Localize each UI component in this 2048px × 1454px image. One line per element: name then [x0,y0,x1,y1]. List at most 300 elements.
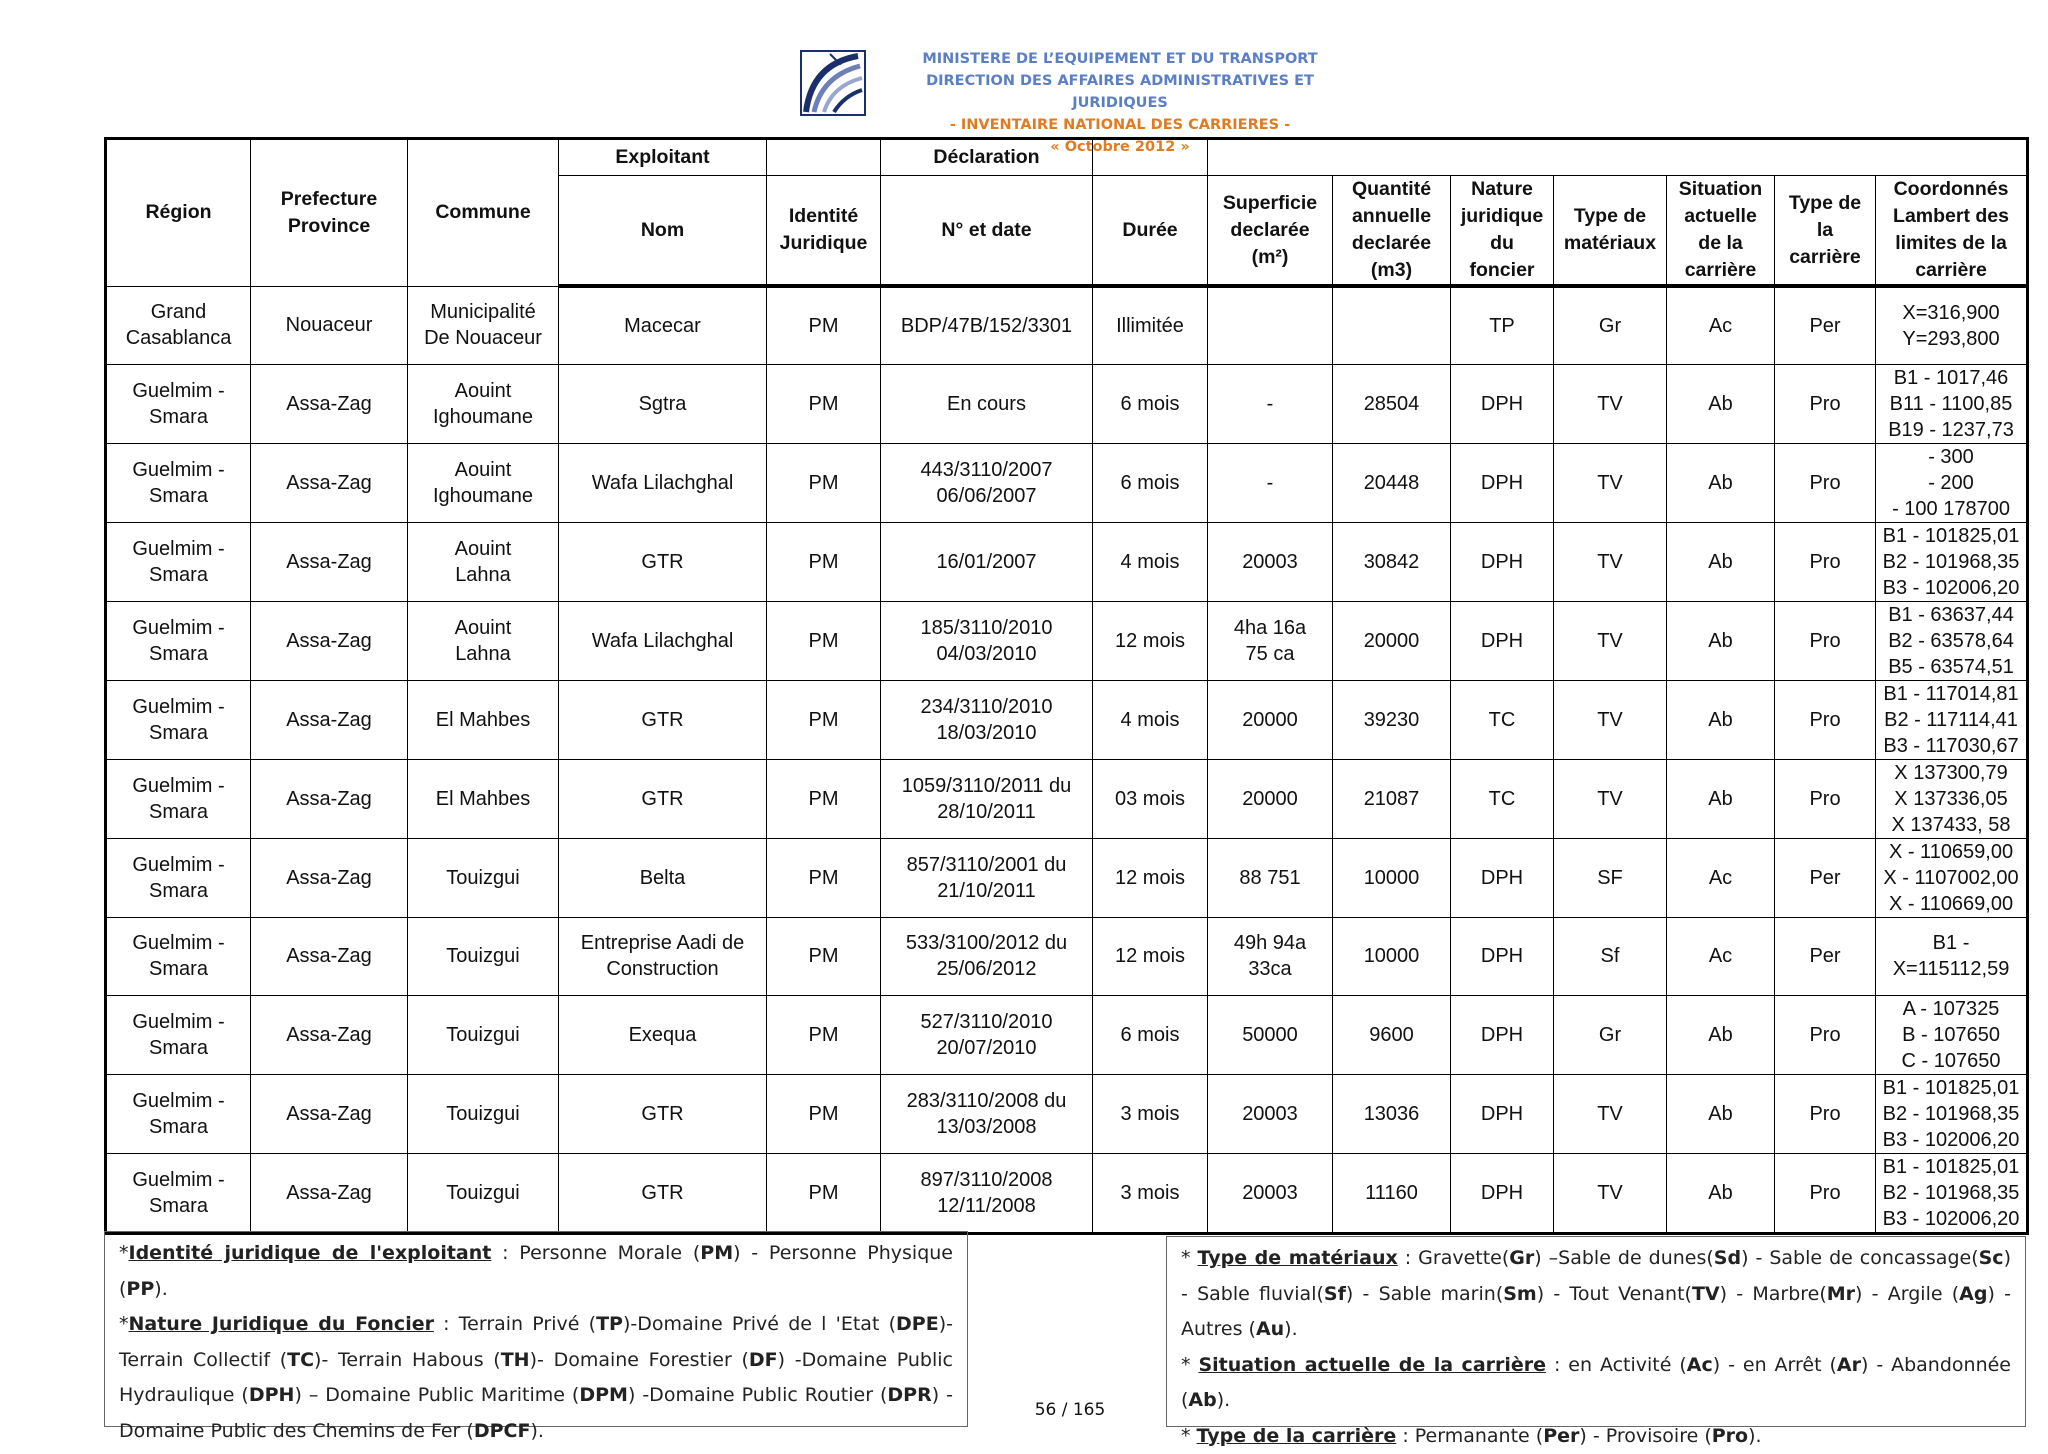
cell-line: Guelmim - [111,773,246,799]
cell-nature: DPH [1451,364,1554,443]
cell-numero [881,443,1093,522]
cell-nom [559,995,767,1074]
cell-line: Guelmim - [111,1009,246,1035]
group-declaration: Déclaration [881,139,1093,176]
cell-nom [559,1074,767,1153]
cell-nom [559,680,767,759]
cell-duree: 12 mois [1093,917,1208,995]
cell-nom [559,838,767,917]
cell-line: X=316,900 [1880,300,2022,326]
col-coordonnees: Coordonnés Lambert des limites de la carrière [1876,176,2028,287]
cell-identite: PM [767,601,881,680]
cell-coordonnees [1876,286,2028,364]
group-spacer [1093,139,1208,176]
cell-type-carriere: Pro [1775,1074,1876,1153]
table-row [106,917,2028,995]
cell-nom [559,1153,767,1233]
legend-materiaux-text: : Gravette(Gr) –Sable de dunes(Sd) - Sable de concassage(Sc) - Sable fluvial(Sf) - Sable marin(Sm) - Tout Venant(TV) - Marbre(Mr) - Argile (Ag) - Autres (Au). [1181,1247,2011,1340]
cell-duree: 3 mois [1093,1153,1208,1233]
col-quantite: Quantité annuelle declarée (m3) [1333,176,1451,287]
cell-line: 18/03/2010 [885,720,1088,746]
cell-type-carriere: Per [1775,838,1876,917]
cell-situation: Ab [1667,601,1775,680]
cell-region [106,1074,251,1153]
col-prefecture: Prefecture Province [251,139,408,287]
cell-numero [881,680,1093,759]
cell-prefecture: Assa-Zag [251,759,408,838]
cell-coordonnees [1876,364,2028,443]
cell-line: Lahna [412,562,554,588]
header-ministry: MINISTERE DE L’EQUIPEMENT ET DU TRANSPORT [880,48,1360,70]
legend-materiaux: * Type de matériaux : Gravette(Gr) –Sable de dunes(Sd) - Sable de concassage(Sc) - Sable fluvial(Sf) - Sable marin(Sm) - Tout Venant(TV) - Marbre(Mr) - Argile (Ag) - Autres (Au). [1181,1241,2011,1348]
cell-line: Y=293,800 [1880,326,2022,352]
cell-type-carriere: Per [1775,917,1876,995]
cell-line: B2 - 63578,64 [1880,628,2022,654]
cell-line: B11 - 1100,85 [1880,391,2022,417]
group-spacer [767,139,881,176]
cell-line: B19 - 1237,73 [1880,417,2022,443]
cell-line: B3 - 102006,20 [1880,1127,2022,1153]
cell-nature: DPH [1451,443,1554,522]
cell-line: Wafa Lilachghal [563,470,762,496]
cell-line: X 137300,79 [1880,760,2022,786]
cell-coordonnees [1876,1153,2028,1233]
cell-type-carriere: Pro [1775,680,1876,759]
cell-nom [559,759,767,838]
cell-line: A - 107325 [1880,996,2022,1022]
legend-situation: * Situation actuelle de la carrière : en Activité (Ac) - en Arrêt (Ar) - Abandonnée (Ab). [1181,1348,2011,1419]
cell-line: En cours [885,391,1088,417]
table-row [106,601,2028,680]
col-region: Région [106,139,251,287]
cell-line: Wafa Lilachghal [563,628,762,654]
cell-duree: 6 mois [1093,364,1208,443]
cell-commune [408,1153,559,1233]
cell-situation: Ab [1667,1074,1775,1153]
legend-identite-text: : Personne Morale (PM) - Personne Physique (PP). [119,1242,953,1300]
cell-line: 4ha 16a [1212,615,1328,641]
cell-line: Smara [111,1035,246,1061]
cell-quantite: 30842 [1333,522,1451,601]
cell-commune [408,443,559,522]
cell-line: GTR [563,549,762,575]
cell-coordonnees [1876,917,2028,995]
cell-identite: PM [767,759,881,838]
cell-line: GTR [563,1180,762,1206]
cell-nature: DPH [1451,1153,1554,1233]
cell-identite: PM [767,286,881,364]
cell-line: B2 - 101968,35 [1880,549,2022,575]
cell-line: Grand [111,299,246,325]
col-type-carriere: Type de la carrière [1775,176,1876,287]
cell-commune [408,995,559,1074]
cell-line: X=115112,59 [1880,956,2022,982]
legend-left [104,1231,968,1427]
cell-superficie [1208,917,1333,995]
cell-prefecture: Assa-Zag [251,995,408,1074]
cell-type-materiaux: TV [1554,759,1667,838]
cell-line: - [1212,391,1328,417]
cell-line: 20003 [1212,549,1328,575]
cell-nature: DPH [1451,1074,1554,1153]
cell-line: Guelmim - [111,615,246,641]
cell-line: 20003 [1212,1180,1328,1206]
cell-line: 897/3110/2008 [885,1167,1088,1193]
cell-line: Touizgui [412,943,554,969]
cell-line: El Mahbes [412,786,554,812]
cell-situation: Ab [1667,995,1775,1074]
cell-commune [408,522,559,601]
cell-type-materiaux: SF [1554,838,1667,917]
cell-line: - [1212,470,1328,496]
cell-coordonnees [1876,680,2028,759]
cell-line: 12/11/2008 [885,1193,1088,1219]
table-row [106,1153,2028,1233]
cell-line: 20003 [1212,1101,1328,1127]
cell-quantite: 20448 [1333,443,1451,522]
cell-line: Touizgui [412,1180,554,1206]
cell-duree: 12 mois [1093,601,1208,680]
cell-line: 49h 94a [1212,930,1328,956]
cell-line: Guelmim - [111,536,246,562]
cell-line: Smara [111,1114,246,1140]
cell-commune [408,1074,559,1153]
cell-line: 20/07/2010 [885,1035,1088,1061]
legend-materiaux-title: Type de matériaux [1198,1247,1398,1269]
cell-type-materiaux: TV [1554,1153,1667,1233]
cell-nom [559,522,767,601]
cell-line: Aouint [412,378,554,404]
cell-identite: PM [767,1074,881,1153]
table-row [106,522,2028,601]
cell-line: Ighoumane [412,483,554,509]
cell-identite: PM [767,443,881,522]
cell-superficie [1208,286,1333,364]
cell-prefecture: Assa-Zag [251,522,408,601]
cell-coordonnees [1876,759,2028,838]
cell-identite: PM [767,838,881,917]
cell-quantite: 39230 [1333,680,1451,759]
cell-situation: Ab [1667,443,1775,522]
cell-line: GTR [563,1101,762,1127]
cell-numero [881,917,1093,995]
table-row [106,759,2028,838]
cell-quantite: 10000 [1333,838,1451,917]
cell-quantite: 20000 [1333,601,1451,680]
cell-commune [408,917,559,995]
cell-line: - 100 178700 [1880,496,2022,522]
cell-line: B1 - 1017,46 [1880,365,2022,391]
cell-quantite: 9600 [1333,995,1451,1074]
table-body [106,286,2028,1233]
table-row [106,286,2028,364]
cell-line: Aouint [412,615,554,641]
cell-nature: TC [1451,759,1554,838]
cell-type-materiaux: TV [1554,443,1667,522]
cell-prefecture: Assa-Zag [251,364,408,443]
cell-numero [881,286,1093,364]
cell-line: B2 - 101968,35 [1880,1101,2022,1127]
cell-situation: Ac [1667,917,1775,995]
cell-line: Touizgui [412,1022,554,1048]
cell-line: Guelmim - [111,1167,246,1193]
cell-line: B2 - 101968,35 [1880,1180,2022,1206]
cell-line: B5 - 63574,51 [1880,654,2022,680]
cell-line: Macecar [563,313,762,339]
cell-type-carriere: Pro [1775,1153,1876,1233]
col-situation: Situation actuelle de la carrière [1667,176,1775,287]
cell-superficie [1208,1153,1333,1233]
cell-line: BDP/47B/152/3301 [885,313,1088,339]
cell-quantite: 11160 [1333,1153,1451,1233]
cell-line: Smara [111,956,246,982]
cell-line: De Nouaceur [412,325,554,351]
cell-line: Smara [111,562,246,588]
cell-numero [881,838,1093,917]
cell-line: B2 - 117114,41 [1880,707,2022,733]
col-numero: N° et date [881,176,1093,287]
cell-duree: 4 mois [1093,522,1208,601]
cell-line: GTR [563,786,762,812]
cell-line: 234/3110/2010 [885,694,1088,720]
cell-nature: DPH [1451,838,1554,917]
legend-type: * Type de la carrière : Permanante (Per) - Provisoire (Pro). [1181,1419,2011,1454]
cell-line: El Mahbes [412,707,554,733]
cell-situation: Ab [1667,680,1775,759]
cell-line: 88 751 [1212,865,1328,891]
cell-line: Smara [111,720,246,746]
cell-nature: DPH [1451,522,1554,601]
cell-commune [408,838,559,917]
cell-quantite: 10000 [1333,917,1451,995]
cell-numero [881,1153,1093,1233]
cell-line: 185/3110/2010 [885,615,1088,641]
cell-coordonnees [1876,838,2028,917]
cell-line: 20000 [1212,786,1328,812]
cell-superficie [1208,680,1333,759]
table-row [106,1074,2028,1153]
header-direction: DIRECTION DES AFFAIRES ADMINISTRATIVES ET JURIDIQUES [880,70,1360,114]
carrieres-table [104,137,2029,1235]
cell-commune [408,286,559,364]
cell-identite: PM [767,680,881,759]
cell-line: 16/01/2007 [885,549,1088,575]
cell-prefecture: Assa-Zag [251,443,408,522]
cell-line: B3 - 102006,20 [1880,575,2022,601]
cell-line: Aouint [412,536,554,562]
cell-line: B1 - 117014,81 [1880,681,2022,707]
cell-line: 20000 [1212,707,1328,733]
cell-line: B3 - 102006,20 [1880,1206,2022,1232]
col-superficie: Superficie declarée (m²) [1208,176,1333,287]
cell-quantite: 13036 [1333,1074,1451,1153]
cell-line: Smara [111,483,246,509]
cell-line: Smara [111,404,246,430]
cell-nature: DPH [1451,601,1554,680]
legend-identite-title: Identité juridique de l'exploitant [129,1242,492,1264]
page-header [800,46,1360,130]
cell-line: 33ca [1212,956,1328,982]
cell-coordonnees [1876,601,2028,680]
cell-line: 25/06/2012 [885,956,1088,982]
cell-duree: 6 mois [1093,443,1208,522]
cell-prefecture: Assa-Zag [251,1153,408,1233]
cell-line: Lahna [412,641,554,667]
cell-prefecture: Assa-Zag [251,680,408,759]
cell-coordonnees [1876,995,2028,1074]
cell-duree: 12 mois [1093,838,1208,917]
cell-line: Guelmim - [111,378,246,404]
table-row [106,443,2028,522]
cell-numero [881,364,1093,443]
cell-prefecture: Nouaceur [251,286,408,364]
cell-superficie [1208,1074,1333,1153]
cell-line: B3 - 117030,67 [1880,733,2022,759]
cell-coordonnees [1876,1074,2028,1153]
cell-region [106,522,251,601]
cell-prefecture: Assa-Zag [251,1074,408,1153]
cell-region [106,680,251,759]
cell-type-materiaux: TV [1554,601,1667,680]
cell-coordonnees [1876,443,2028,522]
cell-line: Smara [111,878,246,904]
col-identite: Identité Juridique [767,176,881,287]
cell-situation: Ab [1667,759,1775,838]
cell-line: B1 - 101825,01 [1880,1075,2022,1101]
cell-identite: PM [767,1153,881,1233]
cell-nom [559,443,767,522]
cell-prefecture: Assa-Zag [251,601,408,680]
cell-line: Smara [111,1193,246,1219]
cell-line: 527/3110/2010 [885,1009,1088,1035]
cell-numero [881,759,1093,838]
legend-situation-text: : en Activité (Ac) - en Arrêt (Ar) - Abandonnée (Ab). [1181,1354,2011,1412]
legend-identite: *Identité juridique de l'exploitant : Personne Morale (PM) - Personne Physique (PP). [119,1236,953,1307]
cell-line: B - 107650 [1880,1022,2022,1048]
cell-line: Guelmim - [111,852,246,878]
cell-duree: 03 mois [1093,759,1208,838]
cell-line: 50000 [1212,1022,1328,1048]
cell-line: 06/06/2007 [885,483,1088,509]
cell-identite: PM [767,917,881,995]
cell-situation: Ab [1667,522,1775,601]
legend-right [1166,1236,2026,1427]
cell-region [106,838,251,917]
cell-line: B1 - 63637,44 [1880,602,2022,628]
cell-line: Entreprise Aadi de [563,930,762,956]
cell-type-materiaux: Gr [1554,286,1667,364]
table-row [106,995,2028,1074]
cell-line: 04/03/2010 [885,641,1088,667]
cell-identite: PM [767,522,881,601]
cell-identite: PM [767,364,881,443]
cell-numero [881,522,1093,601]
cell-type-carriere: Pro [1775,522,1876,601]
cell-nom [559,286,767,364]
cell-type-materiaux: TV [1554,680,1667,759]
cell-numero [881,601,1093,680]
cell-line: Construction [563,956,762,982]
cell-line: B1 - [1880,930,2022,956]
cell-line: Guelmim - [111,694,246,720]
table-row [106,364,2028,443]
cell-line: B1 - 101825,01 [1880,1154,2022,1180]
cell-numero [881,1074,1093,1153]
group-exploitant: Exploitant [559,139,767,176]
ministry-logo [800,50,866,116]
col-commune: Commune [408,139,559,287]
cell-line: Ighoumane [412,404,554,430]
cell-region [106,443,251,522]
cell-numero [881,995,1093,1074]
cell-type-materiaux: TV [1554,1074,1667,1153]
cell-commune [408,364,559,443]
cell-superficie [1208,759,1333,838]
cell-line: - 300 [1880,444,2022,470]
cell-line: 857/3110/2001 du [885,852,1088,878]
cell-quantite: 21087 [1333,759,1451,838]
cell-situation: Ab [1667,364,1775,443]
cell-type-materiaux: Gr [1554,995,1667,1074]
cell-superficie [1208,995,1333,1074]
cell-nom [559,364,767,443]
cell-region [106,364,251,443]
cell-line: 75 ca [1212,641,1328,667]
cell-commune [408,680,559,759]
col-nature: Nature juridique du foncier [1451,176,1554,287]
cell-superficie [1208,838,1333,917]
col-duree: Durée [1093,176,1208,287]
cell-type-carriere: Pro [1775,601,1876,680]
cell-line: - 200 [1880,470,2022,496]
cell-superficie [1208,443,1333,522]
legend-nature: *Nature Juridique du Foncier : Terrain Privé (TP)-Domaine Privé de l 'Etat (DPE)-Terrain Collectif (TC)- Terrain Habous (TH)- Domaine Forestier (DF) -Domaine Public Hydraulique (DPH) – Domaine Public Maritime (DPM) -Domaine Public Routier (DPR) -Domaine Public des Chemins de Fer (DPCF). [119,1307,953,1449]
cell-nature: TC [1451,680,1554,759]
cell-line: 21/10/2011 [885,878,1088,904]
cell-line: X 137336,05 [1880,786,2022,812]
cell-type-carriere: Pro [1775,364,1876,443]
cell-type-carriere: Pro [1775,443,1876,522]
cell-identite: PM [767,995,881,1074]
cell-region [106,1153,251,1233]
cell-line: Guelmim - [111,930,246,956]
cell-quantite [1333,286,1451,364]
cell-line: B1 - 101825,01 [1880,523,2022,549]
cell-line: X - 1107002,00 [1880,865,2022,891]
cell-superficie [1208,364,1333,443]
cell-superficie [1208,522,1333,601]
cell-line: C - 107650 [1880,1048,2022,1074]
legend-nature-text: : Terrain Privé (TP)-Domaine Privé de l 'Etat (DPE)-Terrain Collectif (TC)- Terrain Habous (TH)- Domaine Forestier (DF) -Domaine Public Hydraulique (DPH) – Domaine Public Maritime (DPM) -Domaine Public Routier (DPR) -Domaine Public des Chemins de Fer (DPCF). [119,1313,953,1442]
header-date: « Octobre 2012 » [880,136,1360,158]
cell-line: X - 110669,00 [1880,891,2022,917]
cell-nature: DPH [1451,917,1554,995]
cell-nature: DPH [1451,995,1554,1074]
col-nom: Nom [559,176,767,287]
cell-situation: Ac [1667,838,1775,917]
col-type-materiaux: Type de matériaux [1554,176,1667,287]
cell-type-carriere: Pro [1775,995,1876,1074]
cell-line: Touizgui [412,865,554,891]
table-row [106,680,2028,759]
legend-nature-title: Nature Juridique du Foncier [129,1313,434,1335]
cell-superficie [1208,601,1333,680]
table-row [106,838,2028,917]
cell-nature: TP [1451,286,1554,364]
cell-line: Aouint [412,457,554,483]
cell-coordonnees [1876,522,2028,601]
cell-line: Casablanca [111,325,246,351]
